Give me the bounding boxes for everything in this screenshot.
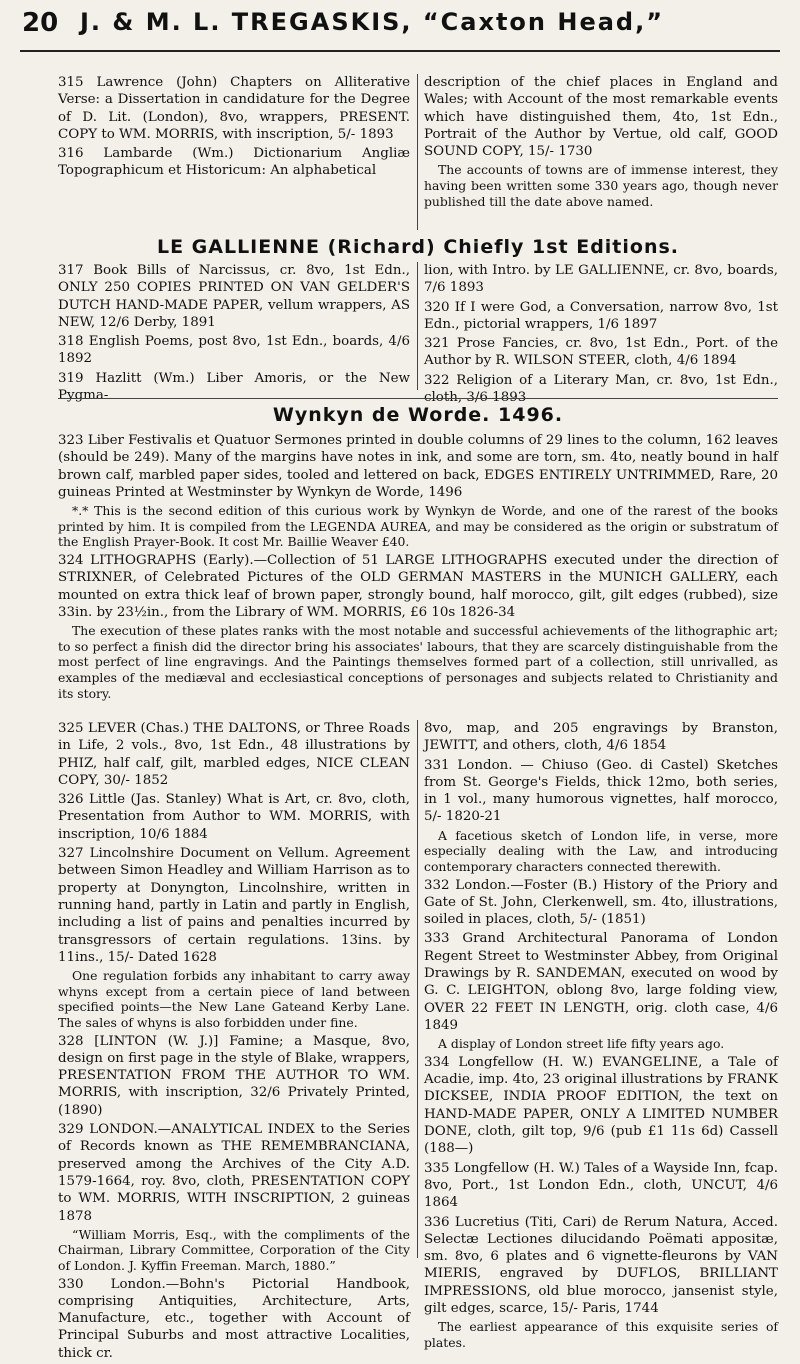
lot-334: 334 Longfellow (H. W.) EVANGELINE, a Tale of Acadie, imp. 4to, 23 original illustrations by FRANK DICKSEE, INDIA PROOF EDITION, the text on HAND-MADE PAPER, ONLY A LIMITED NUMBER DONE, cloth, gilt top, 9/6 (pub £1 11s 6d) Cassell (188—) <box>424 1054 778 1157</box>
lot-333: 333 Grand Architectural Panorama of London Regent Street to Westminster Abbey, from Original Drawings by R. SANDEMAN, executed on wood by G. C. LEIGHTON, oblong 8vo, large folding view, OVER 22 FEET IN LENGTH, orig. cloth case, 4/6 1849 <box>424 931 778 1033</box>
lot-336: 336 Lucretius (Titi, Cari) de Rerum Natura, Acced. Selectæ Lectiones dilucidando Poëmati appositæ, sm. 8vo, 6 plates and 6 vignette-fleurons by VAN MIERIS, engraved by DUFLOS, BRILLIANT IMPRESSIONS, old blue morocco, jansenist style, gilt edges, scarce, 15/- Paris, 1744 <box>424 1214 778 1316</box>
lot-336-note: The earliest appearance of this exquisite series of plates. <box>424 1319 778 1350</box>
lot-327-note: One regulation forbids any inhabitant to carry away whyns except from a certain piece of land between specified points—the New Lane Gateand Kerby Lane. The sales of whyns is also forbidden under fine. <box>58 968 410 1030</box>
block-2-left-column <box>58 262 410 406</box>
block-1 <box>58 74 778 234</box>
lot-320: 320 If I were God, a Conversation, narrow 8vo, 1st Edn., pictorial wrappers, 1/6 1897 <box>424 299 778 332</box>
lot-328: 328 [LINTON (W. J.)] Famine; a Masque, 8vo, design on first page in the style of Blake, wrappers, PRESENTATION FROM THE AUTHOR TO WM. MORRIS, with inscription, 32/6 Privately Printed, (1890) <box>58 1033 410 1118</box>
lot-330-continued: 8vo, map, and 205 engravings by Branston, JEWITT, and others, cloth, 4/6 1854 <box>424 721 778 754</box>
page-number: 20 <box>22 8 59 38</box>
lot-319: 319 Hazlitt (Wm.) Liber Amoris, or the New Pygma- <box>58 370 410 404</box>
lot-316-continued: description of the chief places in England and Wales; with Account of the most remarkable events which have distinguished them, 4to, 1st Edn., Portrait of the Author by Vertue, old calf, GOOD SOUND COPY, 15/- 1730 <box>424 75 778 160</box>
lot-318: 318 English Poems, post 8vo, 1st Edn., boards, 4/6 1892 <box>58 334 410 367</box>
block-2-right-column <box>424 262 778 408</box>
lot-324-note: The execution of these plates ranks with the most notable and successful achievements of the lithographic art; to so perfect a finish did the director bring his associates' labours, that they are scarcely distinguishable from the most perfect of line engravings. And the Paintings themselves formed part of a collection, still unrivalled, as examples of the mediæval and ecclesiastical conceptions of personages and subjects related to Christianity and its story. <box>58 623 778 701</box>
lot-331-note: A facetious sketch of London life, in verse, more especially dealing with the Law, and introducing contemporary characters connected therewith. <box>424 827 778 874</box>
lot-315: 315 Lawrence (John) Chapters on Alliterative Verse: a Dissertation in candidature for the Degree of D. Lit. (London), 8vo, wrappers, PRESENT. COPY to WM. MORRIS, with inscription, 5/- 1893 <box>58 75 410 142</box>
column-divider <box>417 720 418 1258</box>
block-2 <box>58 262 778 406</box>
lot-335: 335 Longfellow (H. W.) Tales of a Wayside Inn, fcap. 8vo, Port., 1st London Edn., cloth, UNCUT, 4/6 1864 <box>424 1160 778 1211</box>
lot-319-continued: lion, with Intro. by LE GALLIENNE, cr. 8vo, boards, 7/6 1893 <box>424 263 778 296</box>
lot-333-note: A display of London street life fifty years ago. <box>438 1036 725 1052</box>
lot-326: 326 Little (Jas. Stanley) What is Art, cr. 8vo, cloth, Presentation from Author to WM. MORRIS, with inscription, 10/6 1884 <box>58 792 410 842</box>
column-divider <box>417 262 418 390</box>
block-1-right-column <box>424 74 778 211</box>
lot-329-note: “William Morris, Esq., with the compliments of the Chairman, Library Committee, Corporation of the City of London. J. Kyffin Freeman. March, 1880.” <box>58 1226 410 1273</box>
lot-329: 329 LONDON.—ANALYTICAL INDEX to the Series of Records known as THE REMEMBRANCIANA, preserved among the Archives of the City A.D. 1579-1664, roy. 8vo, cloth, PRESENTATION COPY to WM. MORRIS, WITH INSCRIPTION, 2 guineas 1878 <box>58 1122 410 1224</box>
section-rule <box>58 398 778 399</box>
lot-325: 325 LEVER (Chas.) THE DALTONS, or Three Roads in Life, 2 vols., 8vo, 1st Edn., 48 illustrations by PHIZ, half calf, gilt, marbled edges, NICE CLEAN COPY, 30/- 1852 <box>58 721 410 788</box>
block-4-right-column <box>424 720 778 1352</box>
lot-316-note: The accounts of towns are of immense interest, they having been written some 330 years ago, though never published till the date above named. <box>424 162 778 209</box>
section-heading-le-gallienne: LE GALLIENNE (Richard) Chiefly 1st Editions. <box>156 236 680 258</box>
lot-332: 332 London.—Foster (B.) History of the Priory and Gate of St. John, Clerkenwell, sm. 4to, illustrations, soiled in places, cloth, 5/- (1851) <box>424 877 778 928</box>
lot-331: 331 London. — Chiuso (Geo. di Castel) Sketches from St. George's Fields, thick 12mo, both series, in 1 vol., many humorous vignettes, half morocco, 5/- 1820-21 <box>424 757 778 825</box>
page-header <box>20 6 780 50</box>
column-divider <box>417 74 418 230</box>
lot-323: 323 Liber Festivalis et Quatuor Sermones printed in double columns of 29 lines to the column, 162 leaves (should be 249). Many of the margins have notes in ink, and some are torn, sm. 4to, neatly bound in half brown calf, marbled paper sides, tooled and lettered on back, EDGES ENTIRELY UNTRIMMED, Rare, 20 guineas Printed at Westminster by Wynkyn de Worde, 1496 <box>58 433 778 500</box>
block-4 <box>58 720 778 1361</box>
lot-322: 322 Religion of a Literary Man, cr. 8vo, 1st Edn., cloth, 3/6 1893 <box>424 372 778 406</box>
header-rule <box>20 50 780 52</box>
lot-330: 330 London.—Bohn's Pictorial Handbook, comprising Antiquities, Architecture, Arts, Manufacture, etc., together with Account of Principal Suburbs and most attractive Localities, thick cr. <box>58 1276 410 1361</box>
block-4-left-column <box>58 720 410 1364</box>
lot-317: 317 Book Bills of Narcissus, cr. 8vo, 1st Edn., ONLY 250 COPIES PRINTED ON VAN GELDER'S DUTCH HAND-MADE PAPER, vellum wrappers, AS NEW, 12/6 Derby, 1891 <box>58 263 410 330</box>
block-1-left-column <box>58 74 410 182</box>
section-heading-wynkyn: Wynkyn de Worde. 1496. <box>272 404 564 426</box>
block-3 <box>58 432 778 703</box>
running-title: J. & M. L. TREGASKIS, “Caxton Head,” <box>80 8 664 36</box>
lot-316: 316 Lambarde (Wm.) Dictionarium Angliæ Topographicum et Historicum: An alphabetical <box>58 146 410 179</box>
lot-327: 327 Lincolnshire Document on Vellum. Agreement between Simon Headley and William Harrison as to property at Donyngton, Lincolnshire, written in running hand, partly in Latin and partly in English, including a list of pains and penalties incurred by transgressors of certain regulations. 13ins. by 11ins., 15/- Dated 1628 <box>58 846 410 965</box>
lot-323-note: *.* This is the second edition of this curious work by Wynkyn de Worde, and one of the rarest of the books printed by him. It is compiled from the LEGENDA AUREA, and may be considered as the origin or substratum of the English Prayer-Book. It cost Mr. Baillie Weaver £40. <box>58 503 778 550</box>
lot-321: 321 Prose Fancies, cr. 8vo, 1st Edn., Port. of the Author by R. WILSON STEER, cloth, 4/6 1894 <box>424 336 778 369</box>
lot-324: 324 LITHOGRAPHS (Early).—Collection of 51 LARGE LITHOGRAPHS executed under the direction of STRIXNER, of Celebrated Pictures of the OLD GERMAN MASTERS in the MUNICH GALLERY, each mounted on extra thick leaf of brown paper, strongly bound, half morocco, gilt, gilt edges (rubbed), size 33in. by 23½in., from the Library of WM. MORRIS, £6 10s 1826-34 <box>58 552 778 620</box>
